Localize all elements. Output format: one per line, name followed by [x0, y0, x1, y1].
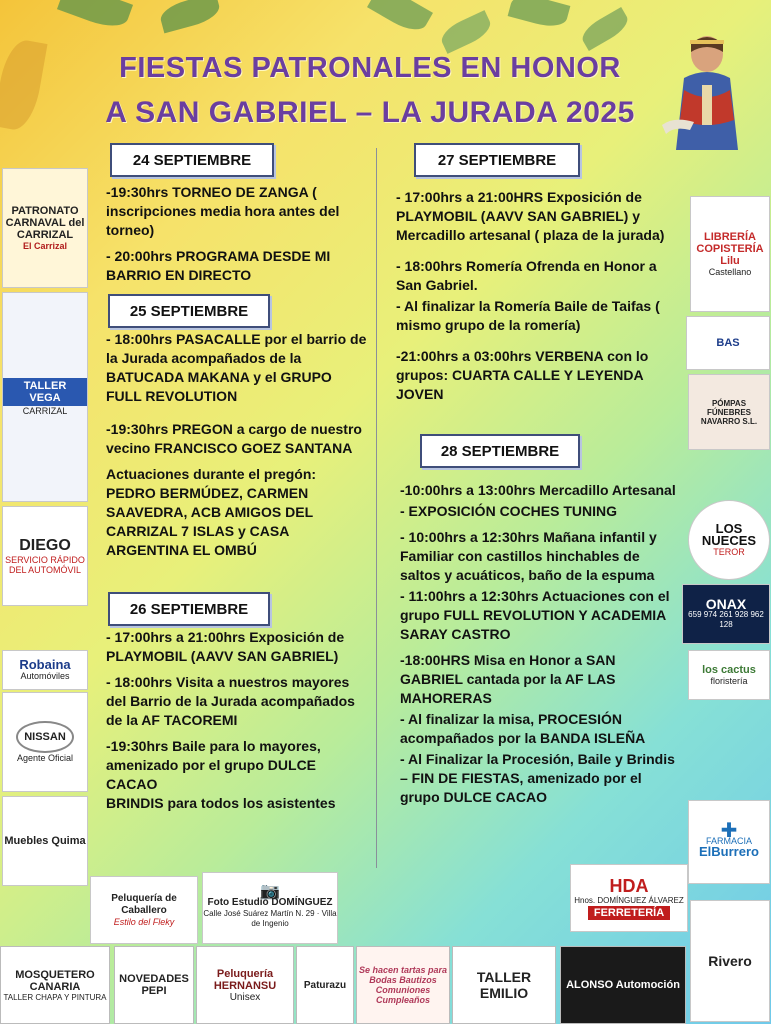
cross-icon: ✚: [720, 820, 738, 842]
event-item: - 17:00hrs a 21:00HRS Exposición de PLAYMOBIL (AAVV SAN GABRIEL) y Mercadillo artesanal ( plaza de la jurada): [396, 189, 665, 243]
day-header-28: 28 SEPTIEMBRE: [420, 434, 580, 468]
day-header-25: 25 SEPTIEMBRE: [108, 294, 270, 328]
sponsor-bas: BAS: [686, 316, 770, 370]
day-24-events: [106, 183, 368, 292]
event-item: Actuaciones durante el pregón: PEDRO BERMÚDEZ, CARMEN SAAVEDRA, ACB AMIGOS DEL CARRIZAL 7 ISLAS y CASA ARGENTINA EL OMBÚ: [106, 466, 317, 558]
event-item: BRINDIS para todos los asistentes: [106, 795, 336, 811]
leaf-decoration: [57, 0, 133, 33]
event-item: -19:30hrs PREGON a cargo de nuestro vecino FRANCISCO GOEZ SANTANA: [106, 421, 362, 456]
event-item: - Al finalizar la Romería Baile de Taifas ( mismo grupo de la romería): [396, 298, 660, 333]
sponsor-foto-estudio: 📷 Foto Estudio DOMÍNGUEZ Calle José Suárez Martín N. 29 · Villa de Ingenio: [202, 872, 338, 944]
day-28-events: [400, 481, 682, 814]
event-item: - 11:00hrs a 12:30hrs Actuaciones con el grupo FULL REVOLUTION Y ACADEMIA SARAY CASTRO: [400, 588, 670, 642]
camera-icon: 📷: [260, 883, 280, 900]
event-item: -10:00hrs a 13:00hrs Mercadillo Artesanal: [400, 482, 676, 498]
event-item: - 20:00hrs PROGRAMA DESDE MI BARRIO EN DIRECTO: [106, 248, 331, 283]
sponsor-pompas-funebres: PÓMPAS FÚNEBRES NAVARRO S.L.: [688, 374, 770, 450]
sponsor-muebles-quima: Muebles Quima: [2, 796, 88, 886]
sponsor-nissan: NISSAN Agente Oficial: [2, 692, 88, 792]
sponsor-tartas: Se hacen tartas para Bodas Bautizos Comuniones Cumpleaños: [356, 946, 450, 1024]
sponsor-peluqueria-caballero: Peluquería de Caballero Estilo del Fleky: [90, 876, 198, 944]
day-header-26: 26 SEPTIEMBRE: [108, 592, 270, 626]
sponsor-ferreteria: HDA Hnos. DOMÍNGUEZ ÁLVAREZ FERRETERÍA: [570, 864, 688, 932]
sponsor-onax: ONAX 659 974 261 928 962 128: [682, 584, 770, 644]
sponsor-novedades-pepi: NOVEDADES PEPI: [114, 946, 194, 1024]
hda-logo: HDA: [609, 876, 649, 896]
leaf-decoration: [0, 37, 48, 133]
event-item: - 18:00hrs Romería Ofrenda en Honor a San Gabriel.: [396, 258, 657, 293]
event-item: - 17:00hrs a 21:00hrs Exposición de PLAYMOBIL (AAVV SAN GABRIEL): [106, 629, 345, 664]
event-item: - 10:00hrs a 12:30hrs Mañana infantil y Familiar con castillos hinchables de saltos y acuáticos, baño de la espuma: [400, 529, 657, 583]
sponsor-lilu: LIBRERÍA COPISTERÍA Lilu Castellano: [690, 196, 770, 312]
column-divider: [376, 148, 377, 868]
day-26-events: [106, 628, 368, 820]
event-item: -19:30hrs Baile para lo mayores, amenizado por el grupo DULCE CACAO: [106, 738, 321, 792]
leaf-decoration: [508, 0, 571, 31]
sponsor-los-cactus: los cactus floristería: [688, 650, 770, 700]
event-item: -19:30hrs TORNEO DE ZANGA ( inscripciones media hora antes del torneo): [106, 184, 340, 238]
sponsor-carnaval: PATRONATO CARNAVAL del CARRIZAL El Carrizal: [2, 168, 88, 288]
sponsor-mosquetero: MOSQUETERO CANARIA TALLER CHAPA Y PINTURA: [0, 946, 110, 1024]
leaf-decoration: [158, 0, 223, 33]
sponsor-taller-emilio: TALLER EMILIO: [452, 946, 556, 1024]
event-item: - 18:00hrs Visita a nuestros mayores del Barrio de la Jurada acompañados de la AF TACOREMI: [106, 674, 355, 728]
day-header-27: 27 SEPTIEMBRE: [414, 143, 580, 177]
sponsor-alonso: ALONSO Automoción: [560, 946, 686, 1024]
event-item: - Al Finalizar la Procesión, Baile y Brindis – FIN DE FIESTAS, amenizado por el grupo DULCE CACAO: [400, 751, 675, 805]
sponsor-paturazu: Paturazu: [296, 946, 354, 1024]
sponsor-taller-vega: TALLER VEGA CARRIZAL: [2, 292, 88, 502]
saint-gabriel-statue: [654, 30, 760, 150]
sponsor-rivero: Rivero: [690, 900, 770, 1022]
sponsor-farmacia: ✚ FARMACIA ElBurrero: [688, 800, 770, 884]
day-27-events: [396, 188, 678, 411]
sponsor-robaina: Robaina Automóviles: [2, 650, 88, 690]
event-item: - EXPOSICIÓN COCHES TUNING: [400, 503, 618, 519]
event-item: -21:00hrs a 03:00hrs VERBENA con lo grupos: CUARTA CALLE Y LEYENDA JOVEN: [396, 348, 649, 402]
sponsor-hernansu: Peluquería HERNANSU Unisex: [196, 946, 294, 1024]
sponsor-diego: DIEGO SERVICIO RÁPIDO DEL AUTOMÓVIL: [2, 506, 88, 606]
leaf-decoration: [437, 10, 494, 54]
event-item: -18:00HRS Misa en Honor a SAN GABRIEL cantada por la AF LAS MAHORERAS: [400, 652, 616, 706]
sponsor-los-nueces: LOS NUECES TEROR: [688, 500, 770, 580]
event-item: - Al finalizar la misa, PROCESIÓN acompañados por la BANDA ISLEÑA: [400, 711, 646, 746]
leaf-decoration: [367, 0, 433, 37]
event-item: - 18:00hrs PASACALLE por el barrio de la Jurada acompañados de la BATUCADA MAKANA y el GRUPO FULL REVOLUTION: [106, 331, 367, 404]
poster-title-line2: A SAN GABRIEL – LA JURADA 2025: [105, 96, 635, 129]
poster-title-line1: FIESTAS PATRONALES EN HONOR: [119, 52, 621, 84]
day-header-24: 24 SEPTIEMBRE: [110, 143, 274, 177]
day-25-events: [106, 330, 368, 567]
leaf-decoration: [578, 7, 632, 51]
